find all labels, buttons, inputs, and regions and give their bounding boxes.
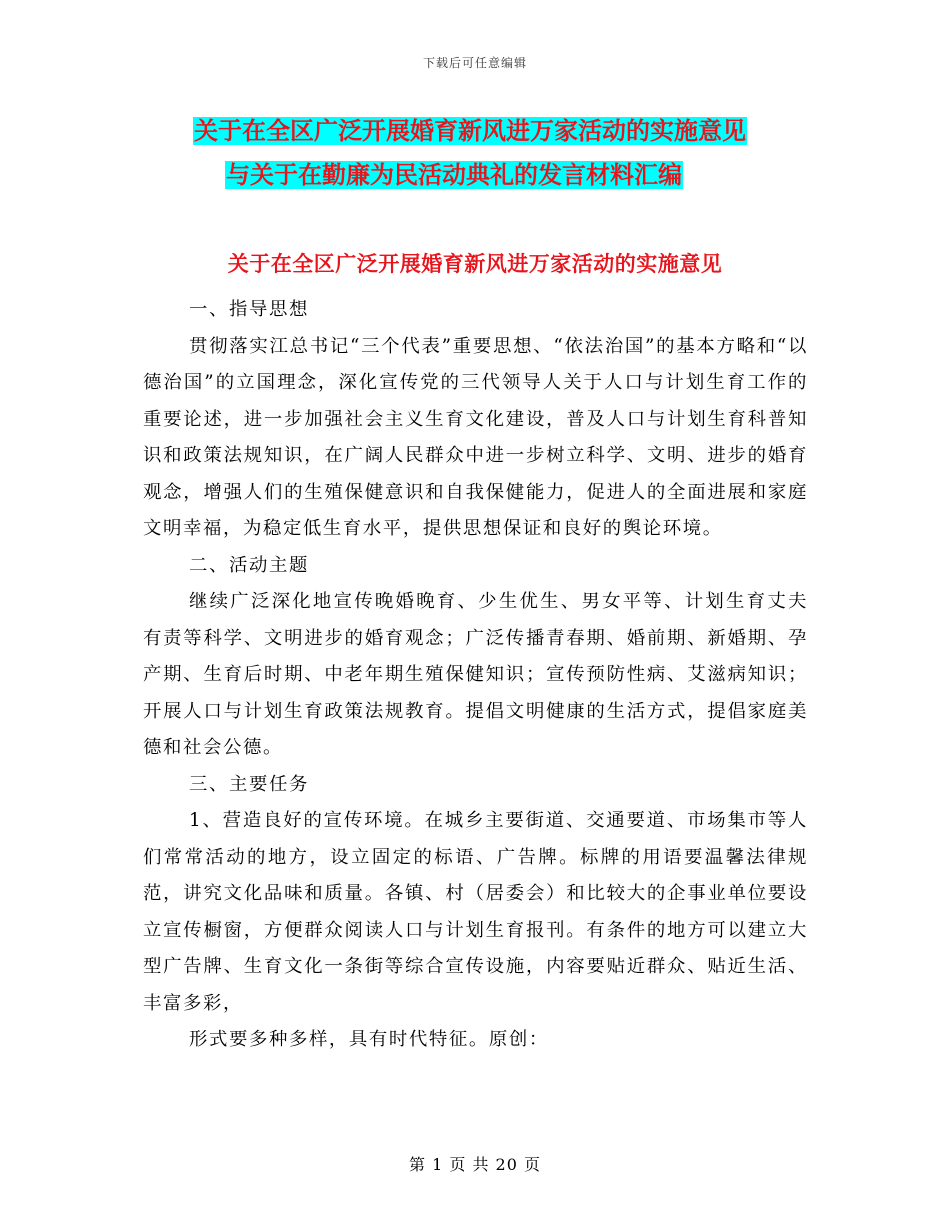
section-title: 关于在全区广泛开展婚育新风进万家活动的实施意见 bbox=[227, 252, 723, 276]
heading-main-tasks: 三、主要任务 bbox=[189, 773, 309, 795]
document-title-line-1 bbox=[0, 114, 950, 148]
paragraph-guiding-ideology: 贯彻落实江总书记“三个代表”重要思想、“依法治国”的基本方略和“以德治国”的立国理念，深化宣传党的三代领导人关于人口与计划生育工作的重要论述，进一步加强社会主义生育文化建设，普及人口与计划生育科普知识和政策法规知识，在广阔人民群众中进一步树立科学、文明、进步的婚育观念，增强人们的生殖保健意识和自我保健能力，促进人的全面进展和家庭文明幸福，为稳定低生育水平，提供思想保证和良好的舆论环境。 bbox=[143, 335, 808, 539]
document-body bbox=[143, 292, 808, 1059]
paragraph-main-tasks-1: 1、营造良好的宣传环境。在城乡主要街道、交通要道、市场集市等人们常常活动的地方，设立固定的标语、广告牌。标牌的用语要温馨法律规范，讲究文化品味和质量。各镇、村（居委会）和比较大的企事业单位要设立宣传橱窗，方便群众阅读人口与计划生育报刊。有条件的地方可以建立大型广告牌、生育文化一条街等综合宣传设施，内容要贴近群众、贴近生活、丰富多彩， bbox=[143, 810, 808, 1014]
heading-activity-theme: 二、活动主题 bbox=[189, 554, 309, 576]
document-title-line-2-text: 与关于在勤廉为民活动典礼的发言材料汇编 bbox=[226, 161, 682, 189]
document-title-line-1-text: 关于在全区广泛开展婚育新风进万家活动的实施意见 bbox=[194, 117, 746, 145]
heading-guiding-ideology: 一、指导思想 bbox=[189, 299, 309, 320]
paragraph-main-tasks-2: 形式要多种多样，具有时代特征。原创： bbox=[189, 1029, 549, 1050]
document-title-line-2 bbox=[0, 158, 950, 192]
page-number: 第 1 页 共 20 页 bbox=[409, 1155, 541, 1174]
page-header-note: 下载后可任意编辑 bbox=[422, 56, 527, 70]
paragraph-activity-theme: 继续广泛深化地宣传晚婚晚育、少生优生、男女平等、计划生育丈夫有责等科学、文明进步的婚育观念；广泛传播青春期、婚前期、新婚期、孕产期、生育后时期、中老年期生殖保健知识；宣传预防性病、艾滋病知识；开展人口与计划生育政策法规教育。提倡文明健康的生活方式，提倡家庭美德和社会公德。 bbox=[143, 591, 808, 758]
